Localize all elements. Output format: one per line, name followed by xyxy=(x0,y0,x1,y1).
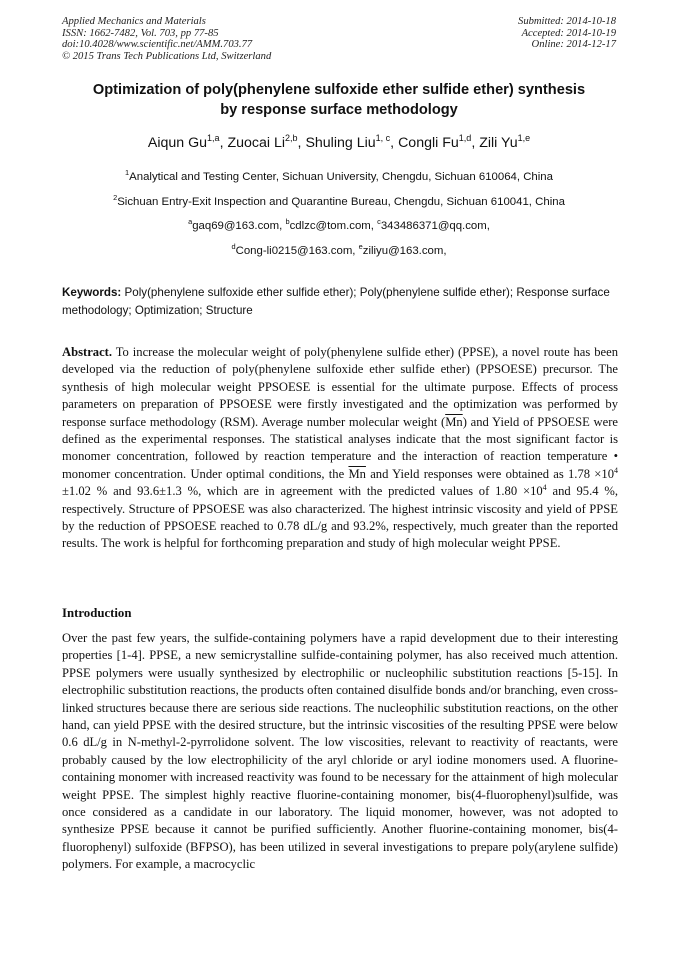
email-address: ziliyu@163.com, xyxy=(362,245,447,257)
email-mark: b xyxy=(285,217,290,226)
author-affiliation-mark: 1,e xyxy=(517,133,531,143)
affiliation-mark: 1 xyxy=(125,168,130,177)
issn: ISSN: 1662-7482, Vol. 703, pp 77-85 xyxy=(62,27,219,39)
emails-line-1 xyxy=(40,219,638,233)
abstract-label: Abstract. xyxy=(62,345,113,359)
exponent: 4 xyxy=(614,465,618,475)
title-line-1: Optimization of poly(phenylene sulfoxide ether sulfide ether) synthesis xyxy=(92,82,586,98)
abstract-text: and Yield responses were obtained as 1.78 ×10 xyxy=(365,466,614,481)
journal-info xyxy=(62,16,271,62)
affiliation-mark: 2 xyxy=(113,193,118,202)
affiliation-2 xyxy=(40,195,638,209)
affiliation-1 xyxy=(40,170,638,184)
abstract xyxy=(62,344,618,553)
keywords xyxy=(62,284,618,320)
exponent: 4 xyxy=(542,483,547,493)
affiliation-text: Sichuan Entry-Exit Inspection and Quarantine Bureau, Chengdu, Sichuan 610041, China xyxy=(117,196,565,208)
accepted-date: Accepted: 2014-10-19 xyxy=(521,27,616,39)
email-mark: d xyxy=(231,242,236,251)
author-name: Zuocai Li xyxy=(227,135,286,151)
author-list: Aiqun Gu$^{1,a}$, Zuocai Li$^{2,b}$, Shuling Liu$^{1, c}$, Congli Fu$^{1,d}$, Zili Yu$^{1,e}$ xyxy=(147,133,531,151)
author-name: Congli Fu xyxy=(398,135,459,151)
journal-name: Applied Mechanics and Materials xyxy=(62,16,206,27)
email-address: Cong-li0215@163.com, xyxy=(235,245,356,257)
abstract-text: ±1.02 % and 93.6±1.3 %, which are in agreement with the predicted values of 1.80 ×10 xyxy=(62,484,543,499)
submitted-date: Submitted: 2014-10-18 xyxy=(518,16,616,27)
email-mark: e xyxy=(358,242,363,251)
author-affiliation-mark: 1,d xyxy=(458,133,472,143)
mn-symbol: $\overline{Mn}$ xyxy=(445,414,463,429)
email-address: 343486371@qq.com, xyxy=(380,220,490,232)
keywords-label: Keywords: xyxy=(62,286,122,299)
doi: doi:10.4028/www.scientific.net/AMM.703.77 xyxy=(62,39,253,51)
email-address: cdlzc@tom.com, xyxy=(289,220,374,232)
publication-dates xyxy=(518,16,616,51)
author-name: Zili Yu xyxy=(479,135,518,151)
email-mark: a xyxy=(188,217,193,226)
copyright: © 2015 Trans Tech Publications Ltd, Switzerland xyxy=(62,50,272,62)
online-date: Online: 2014-12-17 xyxy=(531,39,616,51)
author-affiliation-mark: 1,a xyxy=(207,133,220,143)
email-mark: c xyxy=(377,217,381,226)
abstract-text: ) and Yield of PPSOESE were defined as the experimental responses. The statistical analyses indicate that the most significant factor is monomer concentration, followed by reaction temperature and the interaction of reaction temperature • monomer concentration. Under optimal conditions, the xyxy=(62,414,618,481)
emails-line-2 xyxy=(40,244,638,258)
author-name: Aiqun Gu xyxy=(147,135,208,151)
email-address: gaq69@163.com, xyxy=(192,220,283,232)
introduction-text: Over the past few years, the sulfide-containing polymers have a rapid development due to their interesting properties [1-4]. PPSE, a new semicrystalline sulfide-containing polymer, has also received much attention. PPSE polymers were usually synthesized by electrophilic or nucleophilic substitution reactions [5-15]. In electrophilic substitution reactions, the products often contained disulfide bonds and/or branching, even cross-linked structures because there are serious side reactions. The nucleophilic substitution reactions, on the other hand, can yield PPSE with the desired structure, but the intrinsic viscosities of the resulting PPSE were below 0.6 dL/g in N-methyl-2-pyrrolidone solvent. The low viscosities, relevant to reactivity of reactants, were probably caused by the low electrophilicity of the aryl chloride or aryl iodine monomers used. A fluorine-containing monomer with increased reactivity was found to be necessary for the attainment of high molecular weight PPSE. The simplest highly reactive fluorine-containing monomer, bis(4-fluorophenyl)sulfide, was once considered as a candidate in our laboratory. The liquid monomer, however, was not adopted to synthesize PPSE because it cannot be purified sufficiently. Another fluorine-containing monomer, bis(4-fluorophenyl) sulfoxide (BFPSO), has been utilized in several investigations to prepare poly(arylene sulfide) polymers. For example, a macrocyclic xyxy=(62,631,618,872)
title-line-2: by response surface methodology xyxy=(220,102,458,118)
section-heading: Introduction xyxy=(62,606,132,620)
author-name: Shuling Liu xyxy=(305,135,376,151)
author-affiliation-mark: 2,b xyxy=(285,133,298,143)
abstract-text: and 95.4 %, respectively. Structure of PPSOESE was also characterized. The highest intrinsic viscosity and yield of PPSE by the reduction of PPSOESE reached to 0.78 dL/g and 93.2%, respectively, much greater than the reported results. The work is helpful for forthcoming preparation and study of high molecular weight PPSE. xyxy=(62,484,618,551)
mn-symbol: $\overline{Mn}$ xyxy=(348,466,366,481)
paper-title xyxy=(40,80,638,120)
affiliation-text: Analytical and Testing Center, Sichuan University, Chengdu, Sichuan 610064, China xyxy=(129,171,553,183)
keywords-text: Poly(phenylene sulfoxide ether sulfide ether); Poly(phenylene sulfide ether); Response surface methodology; Optimization; Structure xyxy=(62,286,610,317)
author-affiliation-mark: 1, c xyxy=(375,133,391,143)
abstract-text: To increase the molecular weight of poly(phenylene sulfide ether) (PPSE), a novel route has been developed via the reduction of poly(phenylene sulfoxide ether sulfide ether) (PPSOESE) precursor. The synthesis of high molecular weight PPSOESE is essential for the ultimate purpose. Effects of process parameters on preparation of PPSOESE were firstly investigated and the optimization was performed by response surface methodology (RSM). Average number molecular weight ( xyxy=(62,345,618,429)
